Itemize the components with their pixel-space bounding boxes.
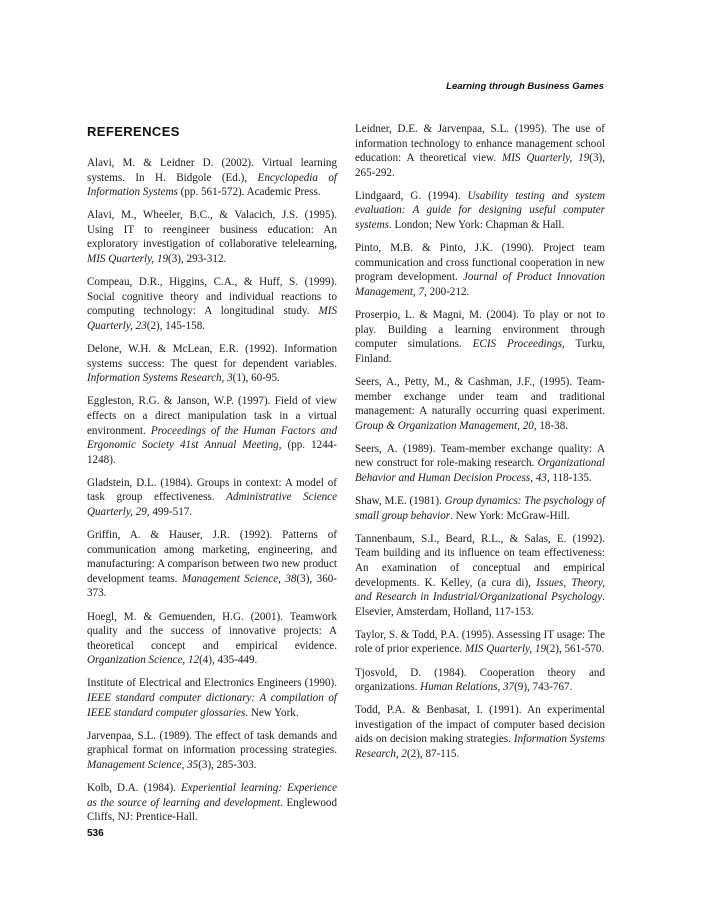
references-right-column <box>355 122 605 770</box>
reference-entry: Tjosvold, D. (1984). Cooperation theory and organizations. Human Relations, 37(9), 743-767. <box>355 666 605 694</box>
reference-entry: Tannenbaum, S.I., Beard, R.L., & Salas, E. (1992). Team building and its influence on team effectiveness: An examination of conceptual and empirical developments. K. Kelley, (a cura di), Issues, Theory, and Research in Industrial/Organizational Psychology. Elsevier, Amsterdam, Holland, 117-153. <box>355 532 605 618</box>
reference-list-right <box>355 122 605 762</box>
reference-entry: Todd, P.A. & Benbasat, I. (1991). An experimental investigation of the impact of computer based decision aids on decision making strategies. Information Systems Research, 2(2), 87-115. <box>355 704 605 760</box>
reference-entry: Alavi, M. & Leidner D. (2002). Virtual learning systems. In H. Bidgole (Ed.), Encyclopedia of Information Systems (pp. 561-572). Academic Press. <box>87 157 337 199</box>
reference-entry: Institute of Electrical and Electronics Engineers (1990). IEEE standard computer dictionary: A compilation of IEEE standard computer glossaries. New York. <box>87 677 337 719</box>
reference-entry: Griffin, A. & Hauser, J.R. (1992). Patterns of communication among marketing, engineering, and manufacturing: A comparison between two new product development teams. Management Science, 38(3), 360-373. <box>87 529 337 600</box>
reference-entry: Lindgaard, G. (1994). Usability testing and system evaluation: A guide for designing useful computer systems. London; New York: Chapman & Hall. <box>355 189 605 232</box>
reference-entry: Seers, A., Petty, M., & Cashman, J.F., (1995). Team-member exchange under team and traditional management: A naturally occurring quasi experiment. Group & Organization Management, 20, 18-38. <box>355 375 605 432</box>
reference-entry: Shaw, M.E. (1981). Group dynamics: The psychology of small group behavior. New York: McGraw-Hill. <box>355 495 606 522</box>
reference-entry: Gladstein, D.L. (1984). Groups in context: A model of task group effectiveness. Administrative Science Quarterly, 29, 499-517. <box>87 476 338 518</box>
reference-entry: Compeau, D.R., Higgins, C.A., & Huff, S. (1999). Social cognitive theory and individual reactions to computing technology: A longitudinal study. MIS Quarterly, 23(2), 145-158. <box>87 276 337 332</box>
reference-entry: Kolb, D.A. (1984). Experiential learning: Experience as the source of learning and development. Englewood Cliffs, NJ: Prentice-Hall. <box>87 781 338 824</box>
page-number: 536 <box>87 828 104 839</box>
reference-entry: Proserpio, L. & Magni, M. (2004). To play or not to play. Building a learning environment through computer simulations. ECIS Proceedings, Turku, Finland. <box>355 309 606 365</box>
reference-list-left <box>87 156 337 825</box>
reference-entry: Hoegl, M. & Gemuenden, H.G. (2001). Teamwork quality and the success of innovative projects: A theoretical concept and empirical evidence. Organization Science, 12(4), 435-449. <box>87 610 337 667</box>
reference-entry: Taylor, S. & Todd, P.A. (1995). Assessing IT usage: The role of prior experience. MIS Quarterly, 19(2), 561-570. <box>355 628 605 656</box>
references-heading: REFERENCES <box>87 124 180 139</box>
references-left-column <box>87 122 337 833</box>
reference-entry: Delone, W.H. & McLean, E.R. (1992). Information systems success: The quest for dependent variables. Information Systems Research, 3(1), 60-95. <box>87 343 337 385</box>
reference-entry: Pinto, M.B. & Pinto, J.K. (1990). Project team communication and cross functional cooperation in new program development. Journal of Product Innovation Management, 7, 200-212. <box>355 242 605 298</box>
reference-entry: Jarvenpaa, S.L. (1989). The effect of task demands and graphical format on information processing strategies. Management Science, 35(3), 285-303. <box>87 729 337 771</box>
running-header: Learning through Business Games <box>446 81 604 92</box>
reference-entry: Seers, A. (1989). Team-member exchange quality: A new construct for role-making research. Organizational Behavior and Human Decision Process, 43, 118-135. <box>355 442 605 484</box>
reference-entry: Eggleston, R.G. & Janson, W.P. (1997). Field of view effects on a direct manipulation task in a virtual environment. Proceedings of the Human Factors and Ergonomic Society 41st Annual Meeting, (pp. 1244-1248). <box>87 395 338 466</box>
reference-entry: Leidner, D.E. & Jarvenpaa, S.L. (1995). The use of information technology to enhance management school education: A theoretical view. MIS Quarterly, 19(3), 265-292. <box>355 123 605 179</box>
reference-entry: Alavi, M., Wheeler, B.C., & Valacich, J.S. (1995). Using IT to reengineer business education: An exploratory investigation of collaborative telelearning, MIS Quarterly, 19(3), 293-312. <box>87 209 337 266</box>
